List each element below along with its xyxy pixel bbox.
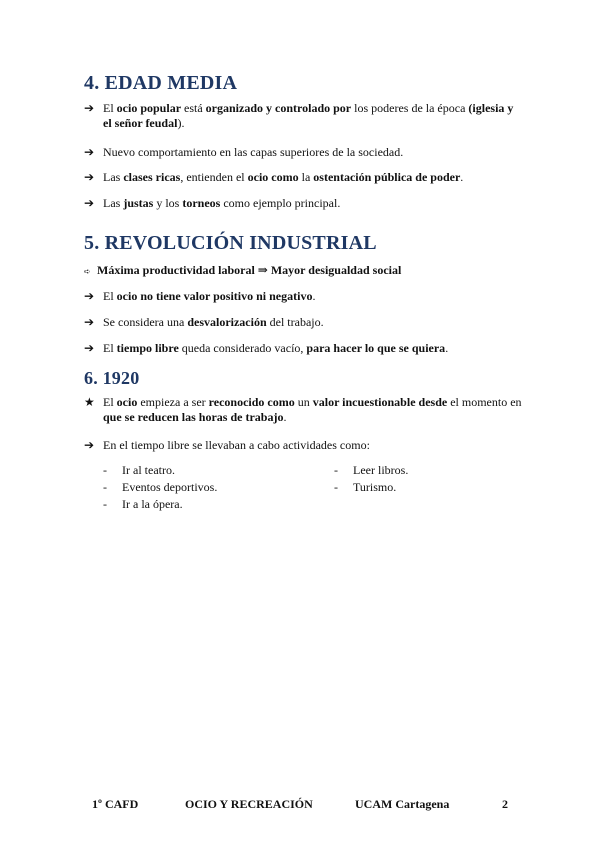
- list-item-text: El tiempo libre queda considerado vacío, para hacer lo que se quiera.: [103, 341, 449, 355]
- page-number: 2: [502, 797, 508, 811]
- list-item: [84, 341, 524, 356]
- list-item: [84, 289, 524, 304]
- arrow-bullet-icon: ➔: [84, 196, 95, 210]
- list-item-text: En el tiempo libre se llevaban a cabo actividades como:: [103, 438, 370, 452]
- arrow-bullet-icon: ➔: [84, 101, 95, 115]
- footer-course: 1º CAFD: [92, 797, 139, 811]
- list-item: [84, 101, 524, 131]
- arrow-bullet-icon: ➔: [84, 438, 95, 452]
- list-item: [84, 438, 524, 453]
- list-item-text: El ocio no tiene valor positivo ni negativo.: [103, 289, 316, 303]
- list-item: [84, 263, 524, 278]
- section-title-revolucion-industrial: 5. REVOLUCIÓN INDUSTRIAL: [84, 232, 377, 254]
- arrow-bullet-icon: ➔: [84, 315, 95, 329]
- activity-item: - Leer libros.: [334, 463, 409, 477]
- list-item: [84, 395, 524, 425]
- list-item: [84, 315, 524, 330]
- activities-list-right: [334, 462, 484, 496]
- list-item-text: Máxima productividad laboral ⇒ Mayor desigualdad social: [97, 263, 402, 277]
- star-bullet-icon: ★: [84, 395, 95, 409]
- arrow-bullet-icon: ➔: [84, 289, 95, 303]
- arrow-bullet-icon: ➪: [84, 267, 91, 276]
- arrow-bullet-icon: ➔: [84, 341, 95, 355]
- list-item-text: Se considera una desvalorización del trabajo.: [103, 315, 324, 329]
- list-item-text: Nuevo comportamiento en las capas superiores de la sociedad.: [103, 145, 404, 159]
- list-item: [84, 170, 524, 185]
- activity-item: - Turismo.: [334, 480, 397, 494]
- list-item-text: Las clases ricas, entienden el ocio como la ostentación pública de poder.: [103, 170, 464, 184]
- activity-item: - Eventos deportivos.: [103, 480, 218, 494]
- list-item: [84, 145, 524, 160]
- activity-item: - Ir a la ópera.: [103, 497, 183, 511]
- list-item-text: El ocio popular está organizado y controlado por los poderes de la época (iglesia y el señor feudal).: [103, 101, 514, 130]
- list-item: [84, 196, 524, 211]
- activity-item: - Ir al teatro.: [103, 463, 175, 477]
- list-item-text: El ocio empieza a ser reconocido como un valor incuestionable desde el momento en que se reducen las horas de trabajo.: [103, 395, 522, 424]
- activities-list-left: [103, 462, 303, 513]
- footer-subject: OCIO Y RECREACIÓN: [185, 797, 313, 811]
- arrow-bullet-icon: ➔: [84, 145, 95, 159]
- footer-institution: UCAM Cartagena: [355, 797, 450, 811]
- section-title-1920: 6. 1920: [84, 368, 140, 388]
- arrow-bullet-icon: ➔: [84, 170, 95, 184]
- section-title-edad-media: 4. EDAD MEDIA: [84, 72, 238, 94]
- list-item-text: Las justas y los torneos como ejemplo principal.: [103, 196, 341, 210]
